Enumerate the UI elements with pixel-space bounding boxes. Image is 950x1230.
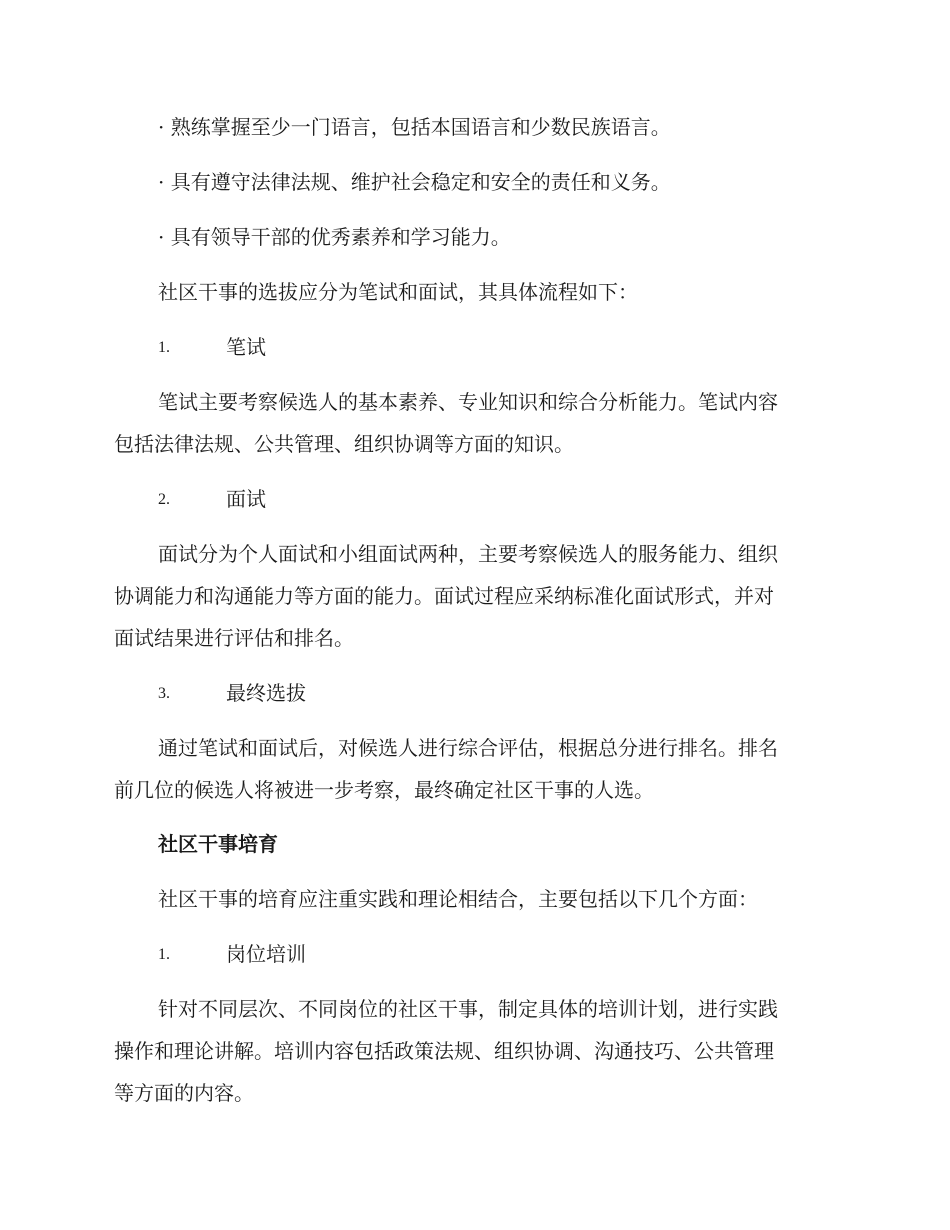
paragraph-training-intro: 社区干事的培育应注重实践和理论相结合，主要包括以下几个方面： [158,887,758,911]
paragraph-final-selection-line1: 通过笔试和面试后，对候选人进行综合评估，根据总分进行排名。排名 [158,736,778,760]
paragraph-job-training-line3: 等方面的内容。 [114,1081,254,1105]
list-item-job-training: 岗位培训 [226,942,306,966]
paragraph-job-training-line1: 针对不同层次、不同岗位的社区干事，制定具体的培训计划，进行实践 [158,997,778,1021]
paragraph-final-selection-line2: 前几位的候选人将被进一步考察，最终确定社区干事的人选。 [114,778,654,802]
list-number-1-training: 1. [158,946,170,963]
paragraph-interview-line2: 协调能力和沟通能力等方面的能力。面试过程应采纳标准化面试形式，并对 [114,584,774,608]
list-item-final-selection: 最终选拔 [226,681,306,705]
list-item-interview: 面试 [226,487,266,511]
bullet-quality: · 具有领导干部的优秀素养和学习能力。 [158,225,511,249]
list-item-written-exam: 笔试 [226,335,266,359]
paragraph-selection-intro: 社区干事的选拔应分为笔试和面试，其具体流程如下： [158,280,638,304]
bullet-law: · 具有遵守法律法规、维护社会稳定和安全的责任和义务。 [158,170,671,194]
list-number-1: 1. [158,339,170,356]
bullet-language: · 熟练掌握至少一门语言，包括本国语言和少数民族语言。 [158,115,671,139]
paragraph-written-exam-line2: 包括法律法规、公共管理、组织协调等方面的知识。 [114,432,574,456]
paragraph-interview-line3: 面试结果进行评估和排名。 [114,626,354,650]
paragraph-interview-line1: 面试分为个人面试和小组面试两种，主要考察候选人的服务能力、组织 [158,542,778,566]
list-number-2: 2. [158,491,170,508]
paragraph-job-training-line2: 操作和理论讲解。培训内容包括政策法规、组织协调、沟通技巧、公共管理 [114,1039,774,1063]
section-heading-training: 社区干事培育 [158,832,278,856]
list-number-3: 3. [158,685,170,702]
paragraph-written-exam-line1: 笔试主要考察候选人的基本素养、专业知识和综合分析能力。笔试内容 [158,390,778,414]
